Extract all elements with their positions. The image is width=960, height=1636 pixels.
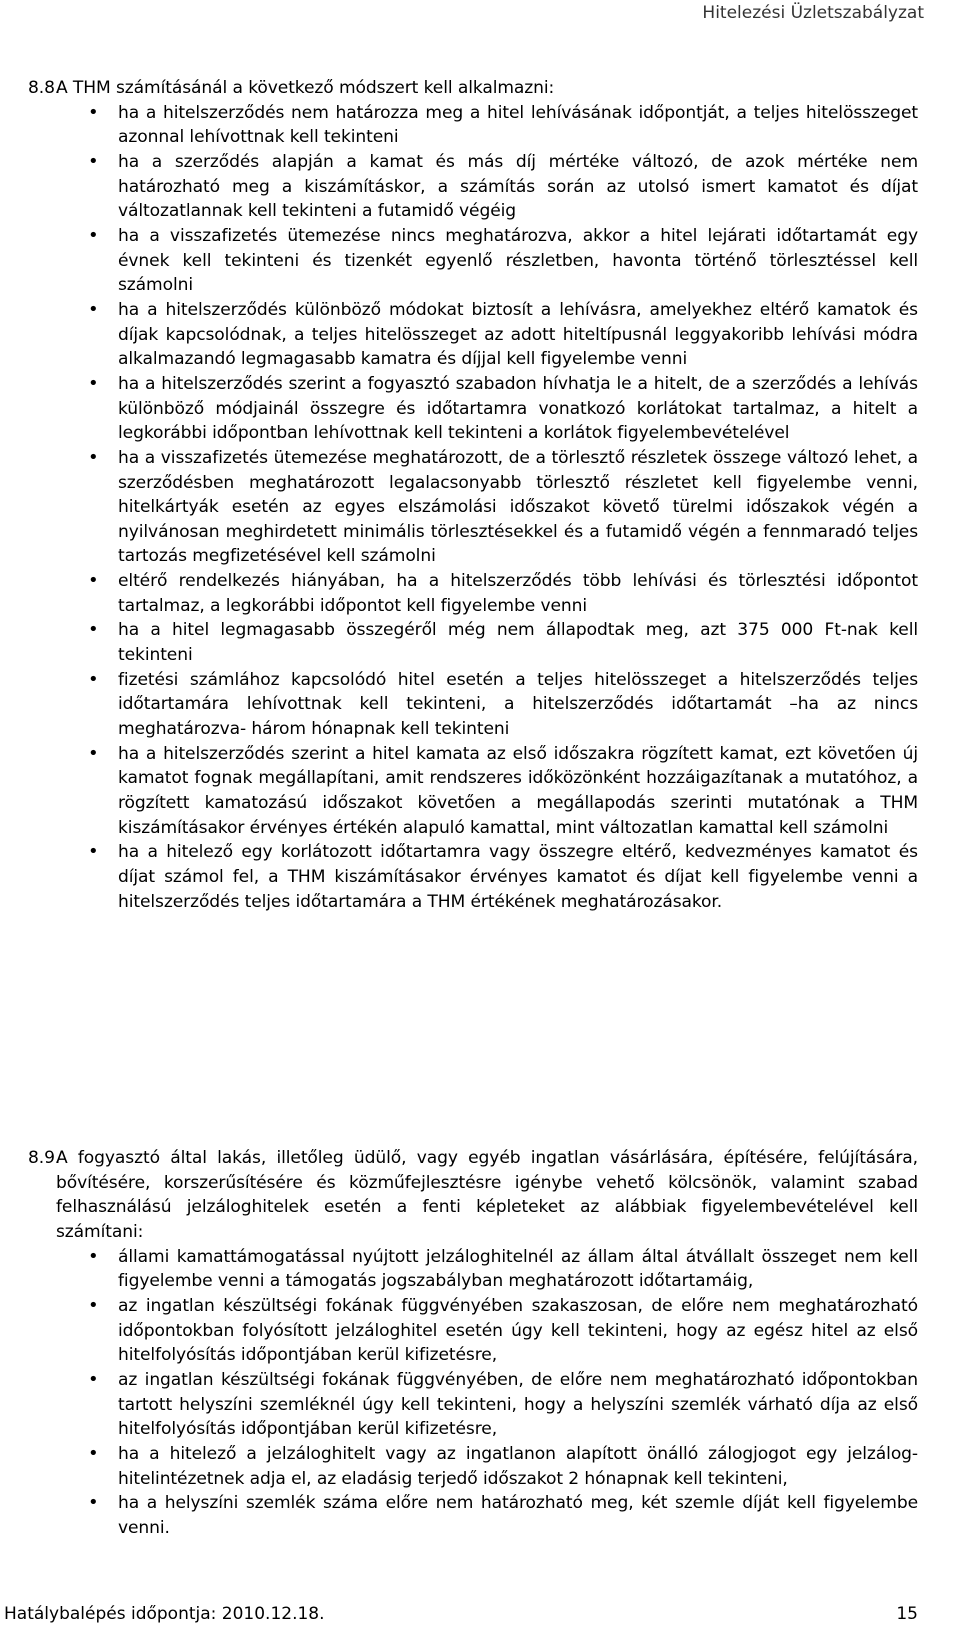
list-item: • ha a hitelszerződés különböző módokat biztosít a lehívásra, amelyekhez eltérő kamatok és díjak kapcsolódnak, a teljes hitelösszeget az adott hiteltípusnál leggyakoribb lehívási módra alkalmazandó legmagasabb kamatra és díjjal kell figyelembe venni [118,298,918,372]
list-item: • ha a helyszíni szemlék száma előre nem határozható meg, két szemle díját kell figyelembe venni. [118,1491,918,1540]
section-8-8 [28,76,918,914]
section-8-9 [28,1146,918,1541]
list-item: • az ingatlan készültségi fokának függvényében, de előre nem meghatározható időpontokban tartott helyszíni szemléknél úgy kell tekinteni, hogy a helyszíni szemlék várható díja az első hitelfolyósítás időpontjában kerül kifizetésre, [118,1368,918,1442]
section-intro: A fogyasztó által lakás, illetőleg üdülő, vagy egyéb ingatlan vásárlására, építésére, felújítására, bővítésére, korszerűsítésére és közműfejlesztésre igénybe vehető kölcsönök, valamint szabad felhasználású jelzáloghitelek esetén a fenti képleteket az alábbiak figyelembevételével kell számítani: [56,1148,918,1242]
section-intro: A THM számításánál a következő módszert kell alkalmazni: [56,78,555,98]
section-number: 8.8. [28,78,61,98]
bullet-list [28,1245,918,1541]
list-item: • ha a visszafizetés ütemezése nincs meghatározva, akkor a hitel lejárati időtartamát egy évnek kell tekinteni és tizenkét egyenlő részletben, havonta történő törlesztéssel kell számolni [118,224,918,298]
list-item: • fizetési számlához kapcsolódó hitel esetén a teljes hitelösszeget a hitelszerződés teljes időtartamára lehívottnak kell tekinteni, a hitelszerződés időtartamát –ha az nincs meghatározva- három hónapnak kell tekinteni [118,668,918,742]
effective-date: Hatálybalépés időpontja: 2010.12.18. [4,1604,325,1624]
page-number: 15 [896,1604,918,1624]
list-item: • eltérő rendelkezés hiányában, ha a hitelszerződés több lehívási és törlesztési időpontot tartalmaz, a legkorábbi időpontot kell figyelembe venni [118,569,918,618]
list-item: • ha a hitelező a jelzáloghitelt vagy az ingatlanon alapított önálló zálogjogot egy jelzálog- hitelintézetnek adja el, az eladásig terjedő időszakot 2 hónapnak kell tekinteni, [118,1442,918,1491]
list-item: • ha a visszafizetés ütemezése meghatározott, de a törlesztő részletek összege változó lehet, a szerződésben meghatározott legalacsonyabb törlesztő részletet kell figyelembe venni, hitelkártyák esetén az egyes elszámolási időszakot követő türelmi időszakok végén a nyilvánosan meghirdetett minimális törlesztésekkel és a futamidő végén a fennmaradó teljes tartozás megfizetésével kell számolni [118,446,918,569]
running-header: Hitelezési Üzletszabályzat [702,3,924,23]
list-item: • ha a hitelszerződés nem határozza meg a hitel lehívásának időpontját, a teljes hitelösszeget azonnal lehívottnak kell tekinteni [118,101,918,150]
list-item: • ha a hitelszerződés szerint a fogyasztó szabadon hívhatja le a hitelt, de a szerződés a lehívás különböző módjainál összegre és időtartamra vonatkozó korlátokat tartalmaz, a hitelt a legkorábbi időpontban lehívottnak kell tekinteni a korlátok figyelembevételével [118,372,918,446]
list-item: • ha a szerződés alapján a kamat és más díj mértéke változó, de azok mértéke nem határozható meg a kiszámításkor, a számítás során az utolsó ismert kamatot és díjat változatlannak kell tekinteni a futamidő végéig [118,150,918,224]
list-item: • ha a hitelező egy korlátozott időtartamra vagy összegre eltérő, kedvezményes kamatot és díjat számol fel, a THM kiszámításakor érvényes kamatot és díjat kell figyelembe venni a hitelszerződés teljes időtartamára a THM értékének meghatározásakor. [118,840,918,914]
list-item: • ha a hitel legmagasabb összegéről még nem állapodtak meg, azt 375 000 Ft-nak kell tekinteni [118,618,918,667]
bullet-list [28,101,918,915]
list-item: • ha a hitelszerződés szerint a hitel kamata az első időszakra rögzített kamat, ezt követően új kamatot fognak megállapítani, amit rendszeres időközönként hozzáigazítanak a mutatóhoz, a rögzített kamatozású időszakot követően a megállapodás szerinti mutatónak a THM kiszámításakor érvényes értékén alapuló kamattal, mint változatlan kamattal kell számolni [118,742,918,841]
list-item: • állami kamattámogatással nyújtott jelzáloghitelnél az állam által átvállalt összeget nem kell figyelembe venni a támogatás jogszabályban meghatározott időtartamáig, [118,1245,918,1294]
list-item: • az ingatlan készültségi fokának függvényében szakaszosan, de előre nem meghatározható időpontokban folyósított jelzáloghitel esetén úgy kell tekinteni, hogy az egész hitel az első hitelfolyósítás időpontjában kerül kifizetésre, [118,1294,918,1368]
section-number: 8.9. [28,1148,61,1168]
